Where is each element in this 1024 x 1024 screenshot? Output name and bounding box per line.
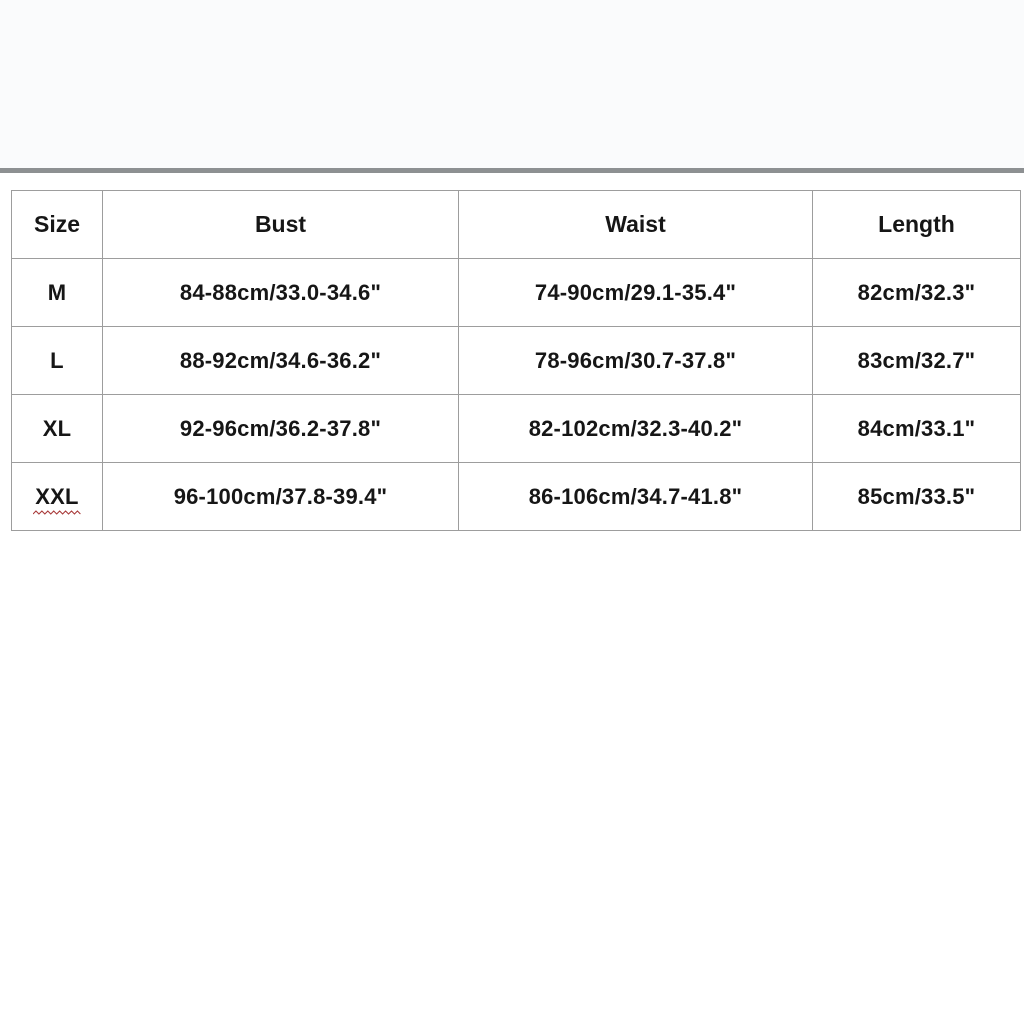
table-row: [12, 259, 1021, 327]
waist-cell: 82-102cm/32.3-40.2": [459, 395, 813, 463]
horizontal-divider: [0, 168, 1024, 173]
size-label-xxl: [35, 483, 79, 509]
length-cell: 85cm/33.5": [813, 463, 1021, 531]
length-cell: 84cm/33.1": [813, 395, 1021, 463]
column-header-bust: Bust: [103, 191, 459, 259]
size-chart-table: [11, 190, 1021, 531]
bust-cell: 84-88cm/33.0-34.6": [103, 259, 459, 327]
length-cell: 82cm/32.3": [813, 259, 1021, 327]
bust-cell: 88-92cm/34.6-36.2": [103, 327, 459, 395]
size-cell: XL: [12, 395, 103, 463]
column-header-size: Size: [12, 191, 103, 259]
column-header-waist: Waist: [459, 191, 813, 259]
size-text: XXL: [35, 483, 79, 509]
table-row: [12, 327, 1021, 395]
spellcheck-squiggle-icon: [33, 510, 80, 515]
length-cell: 83cm/32.7": [813, 327, 1021, 395]
size-cell: [12, 463, 103, 531]
top-band: [0, 0, 1024, 168]
waist-cell: 74-90cm/29.1-35.4": [459, 259, 813, 327]
table-row: [12, 395, 1021, 463]
bust-cell: 92-96cm/36.2-37.8": [103, 395, 459, 463]
waist-cell: 86-106cm/34.7-41.8": [459, 463, 813, 531]
size-cell: M: [12, 259, 103, 327]
waist-cell: 78-96cm/30.7-37.8": [459, 327, 813, 395]
bust-cell: 96-100cm/37.8-39.4": [103, 463, 459, 531]
header-row: [12, 191, 1021, 259]
column-header-length: Length: [813, 191, 1021, 259]
size-cell: L: [12, 327, 103, 395]
table-row: [12, 463, 1021, 531]
